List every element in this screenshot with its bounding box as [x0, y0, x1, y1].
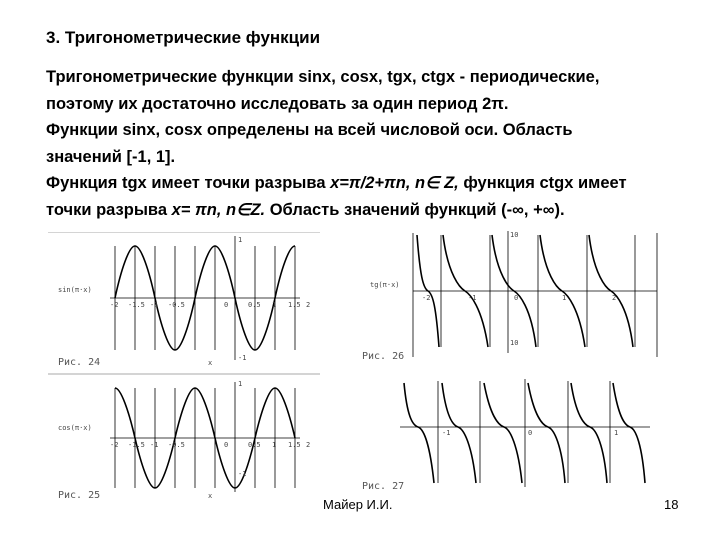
y-axis-label: sin(π·x) [58, 286, 92, 294]
y-bottom-label: -1 [238, 354, 247, 362]
svg-text:-1.5: -1.5 [128, 441, 145, 449]
svg-text:-2: -2 [422, 294, 431, 302]
svg-text:-1: -1 [442, 429, 451, 437]
sin-caption: Рис. 24 [58, 357, 101, 368]
author-footer: Майер И.И. [323, 497, 393, 512]
text-line-3: Функции sinx, cosx определены на всей числовой оси. Область [46, 121, 573, 139]
svg-text:1: 1 [614, 429, 619, 437]
svg-text:1: 1 [562, 294, 567, 302]
sin-plot [48, 232, 320, 372]
y-axis-label: cos(π·x) [58, 424, 92, 432]
svg-text:0: 0 [224, 301, 229, 309]
y-bottom-label: 10 [510, 339, 519, 347]
svg-text:-2: -2 [110, 301, 119, 309]
body-text [46, 64, 686, 223]
svg-text:0: 0 [514, 294, 519, 302]
svg-text:0: 0 [224, 441, 229, 449]
ctg-curves [404, 383, 645, 483]
svg-text:0.5: 0.5 [248, 301, 261, 309]
svg-text:-2: -2 [110, 441, 119, 449]
svg-text:-0.5: -0.5 [168, 301, 185, 309]
text-line-6: точки разрыва x= πn, n∈Z. Область значений функций (-∞, +∞). [46, 200, 565, 219]
svg-text:-1.5: -1.5 [128, 301, 145, 309]
svg-text:2: 2 [612, 294, 617, 302]
svg-text:2: 2 [306, 301, 311, 309]
tg-plot [340, 225, 670, 370]
x-var-label: x [208, 492, 213, 500]
ctg-caption: Рис. 27 [362, 481, 405, 492]
ctg-plot [340, 375, 670, 497]
y-top-label: 1 [238, 380, 243, 388]
text-line-1: Тригонометрические функции sinx, cosx, tgx, ctgx - периодические, [46, 68, 600, 86]
text-line-5: Функция tgx имеет точки разрыва x=π/2+πn, n∈ Z, функция ctgx имеет [46, 174, 627, 192]
svg-text:-0.5: -0.5 [168, 441, 185, 449]
text-line-2: поэтому их достаточно исследовать за один период 2π. [46, 94, 509, 113]
y-top-label: 1 [238, 236, 243, 244]
svg-text:-1: -1 [150, 301, 159, 309]
svg-text:-1: -1 [468, 294, 477, 302]
svg-text:-1: -1 [150, 441, 159, 449]
svg-text:1.5: 1.5 [288, 301, 301, 309]
svg-text:0.5: 0.5 [248, 441, 261, 449]
svg-text:1: 1 [272, 301, 277, 309]
svg-text:0: 0 [528, 429, 533, 437]
svg-text:1.5: 1.5 [288, 441, 301, 449]
cos-caption: Рис. 25 [58, 490, 101, 501]
y-axis-label: tg(π·x) [370, 281, 400, 289]
page-number: 18 [664, 497, 679, 512]
svg-text:2: 2 [306, 441, 311, 449]
svg-text:1: 1 [272, 441, 277, 449]
x-var-label: x [208, 359, 213, 367]
y-bottom-label: -1 [238, 470, 247, 478]
tg-caption: Рис. 26 [362, 351, 405, 362]
text-line-4: значений [-1, 1]. [46, 147, 176, 166]
y-top-label: 10 [510, 231, 519, 239]
slide-title: 3. Тригонометрические функции [46, 28, 321, 47]
cos-plot [48, 372, 320, 507]
